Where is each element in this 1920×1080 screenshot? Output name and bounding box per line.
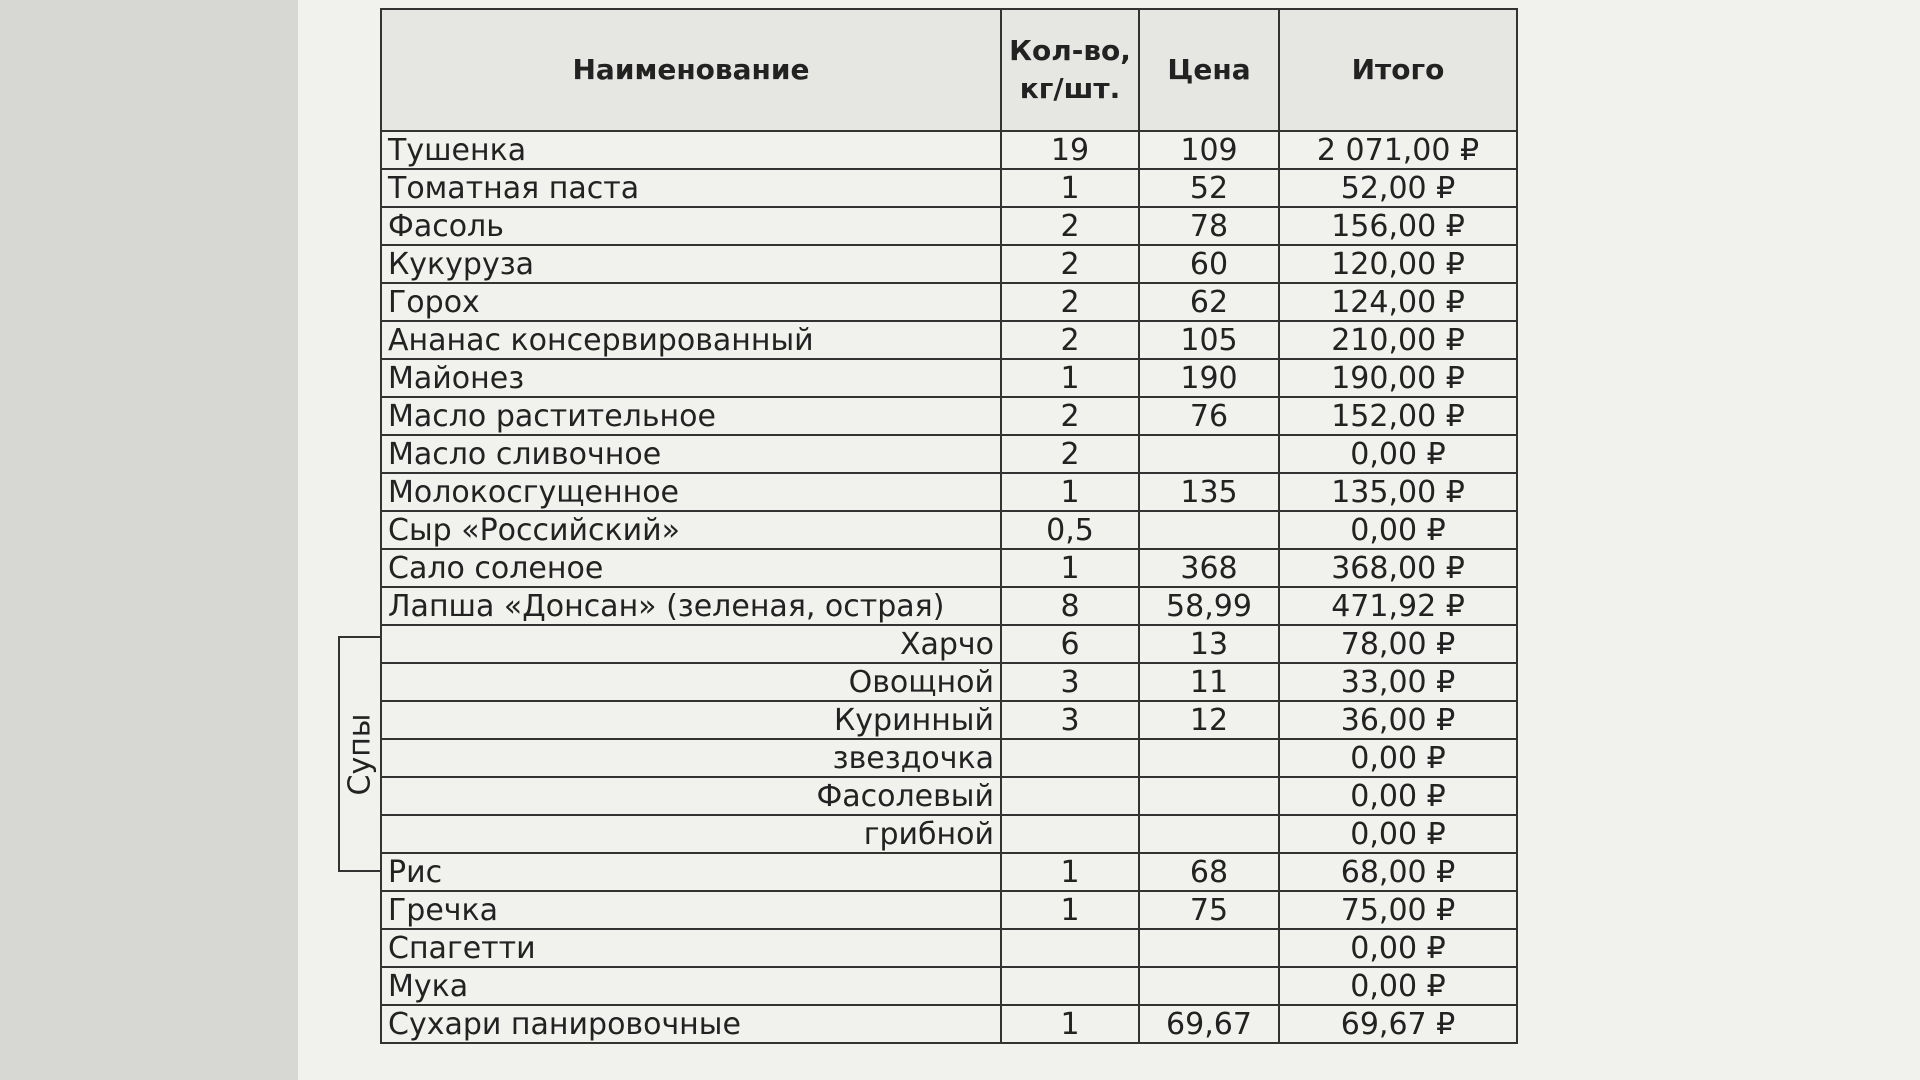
cell-price[interactable] [1139, 929, 1279, 967]
cell-price[interactable] [1139, 777, 1279, 815]
cell-price[interactable] [1139, 815, 1279, 853]
table-row [381, 245, 1517, 283]
table-row [381, 891, 1517, 929]
cell-name[interactable]: Фасолевый [381, 777, 1001, 815]
cell-qty[interactable]: 6 [1001, 625, 1139, 663]
cell-price[interactable]: 368 [1139, 549, 1279, 587]
cell-name[interactable]: Томатная паста [381, 169, 1001, 207]
soup-row [381, 739, 1517, 777]
cell-price[interactable] [1139, 967, 1279, 1005]
cell-price[interactable]: 68 [1139, 853, 1279, 891]
cell-qty[interactable]: 2 [1001, 283, 1139, 321]
cell-price[interactable]: 58,99 [1139, 587, 1279, 625]
cell-qty[interactable]: 2 [1001, 321, 1139, 359]
table-row [381, 435, 1517, 473]
table-row [381, 853, 1517, 891]
cell-name[interactable]: Масло сливочное [381, 435, 1001, 473]
header-total[interactable]: Итого [1279, 9, 1517, 131]
cell-price[interactable]: 75 [1139, 891, 1279, 929]
cell-name[interactable]: грибной [381, 815, 1001, 853]
table-row [381, 397, 1517, 435]
cell-price[interactable]: 109 [1139, 131, 1279, 169]
table-row [381, 283, 1517, 321]
soup-group-bracket [338, 636, 380, 872]
cell-qty[interactable]: 3 [1001, 663, 1139, 701]
cell-total[interactable]: 0,00 ₽ [1279, 815, 1517, 853]
cell-qty[interactable]: 8 [1001, 587, 1139, 625]
cell-name[interactable]: Сухари панировочные [381, 1005, 1001, 1043]
cell-price[interactable]: 52 [1139, 169, 1279, 207]
cell-total[interactable]: 33,00 ₽ [1279, 663, 1517, 701]
cell-qty[interactable]: 0,5 [1001, 511, 1139, 549]
cell-total[interactable]: 0,00 ₽ [1279, 777, 1517, 815]
cell-total[interactable]: 0,00 ₽ [1279, 739, 1517, 777]
grocery-table [380, 8, 1518, 1044]
cell-qty[interactable] [1001, 929, 1139, 967]
cell-qty[interactable]: 1 [1001, 891, 1139, 929]
cell-price[interactable]: 12 [1139, 701, 1279, 739]
cell-total[interactable]: 68,00 ₽ [1279, 853, 1517, 891]
table-row [381, 131, 1517, 169]
cell-name[interactable]: Молокосгущенное [381, 473, 1001, 511]
table-row [381, 473, 1517, 511]
cell-price[interactable]: 105 [1139, 321, 1279, 359]
cell-name[interactable]: Рис [381, 853, 1001, 891]
soup-row [381, 663, 1517, 701]
cell-qty[interactable] [1001, 967, 1139, 1005]
table-row [381, 549, 1517, 587]
cell-name[interactable]: Тушенка [381, 131, 1001, 169]
cell-name[interactable]: Спагетти [381, 929, 1001, 967]
cell-qty[interactable]: 1 [1001, 549, 1139, 587]
cell-qty[interactable]: 3 [1001, 701, 1139, 739]
cell-total[interactable]: 52,00 ₽ [1279, 169, 1517, 207]
cell-qty[interactable]: 2 [1001, 245, 1139, 283]
cell-total[interactable]: 156,00 ₽ [1279, 207, 1517, 245]
table-row [381, 511, 1517, 549]
cell-total[interactable]: 210,00 ₽ [1279, 321, 1517, 359]
cell-price[interactable] [1139, 435, 1279, 473]
cell-total[interactable]: 36,00 ₽ [1279, 701, 1517, 739]
cell-qty[interactable]: 2 [1001, 397, 1139, 435]
cell-name[interactable]: Фасоль [381, 207, 1001, 245]
table-row [381, 207, 1517, 245]
soup-row [381, 701, 1517, 739]
cell-price[interactable]: 62 [1139, 283, 1279, 321]
cell-total[interactable]: 0,00 ₽ [1279, 435, 1517, 473]
cell-total[interactable]: 152,00 ₽ [1279, 397, 1517, 435]
cell-qty[interactable]: 2 [1001, 435, 1139, 473]
cell-total[interactable]: 2 071,00 ₽ [1279, 131, 1517, 169]
cell-name[interactable]: Ананас консервированный [381, 321, 1001, 359]
header-row [381, 9, 1517, 131]
cell-name[interactable]: Сало соленое [381, 549, 1001, 587]
cell-name[interactable]: Горох [381, 283, 1001, 321]
cell-qty[interactable]: 2 [1001, 207, 1139, 245]
cell-price[interactable]: 76 [1139, 397, 1279, 435]
cell-name[interactable]: Харчо [381, 625, 1001, 663]
cell-name[interactable]: Овощной [381, 663, 1001, 701]
cell-total[interactable]: 471,92 ₽ [1279, 587, 1517, 625]
cell-total[interactable]: 120,00 ₽ [1279, 245, 1517, 283]
table-row [381, 169, 1517, 207]
header-name[interactable]: Наименование [381, 9, 1001, 131]
cell-qty[interactable] [1001, 739, 1139, 777]
soup-row [381, 815, 1517, 853]
cell-price[interactable] [1139, 739, 1279, 777]
table-row [381, 359, 1517, 397]
cell-qty[interactable]: 1 [1001, 169, 1139, 207]
cell-total[interactable]: 75,00 ₽ [1279, 891, 1517, 929]
cell-name[interactable]: Мука [381, 967, 1001, 1005]
cell-total[interactable]: 0,00 ₽ [1279, 967, 1517, 1005]
cell-name[interactable]: Куринный [381, 701, 1001, 739]
cell-qty[interactable] [1001, 777, 1139, 815]
cell-name[interactable]: звездочка [381, 739, 1001, 777]
table-row [381, 587, 1517, 625]
table-row [381, 967, 1517, 1005]
cell-name[interactable]: Майонез [381, 359, 1001, 397]
soup-group-label: Супы [342, 712, 378, 796]
cell-total[interactable]: 69,67 ₽ [1279, 1005, 1517, 1043]
cell-name[interactable]: Гречка [381, 891, 1001, 929]
cell-price[interactable]: 69,67 [1139, 1005, 1279, 1043]
cell-qty[interactable]: 1 [1001, 359, 1139, 397]
cell-qty[interactable]: 19 [1001, 131, 1139, 169]
cell-qty[interactable]: 1 [1001, 1005, 1139, 1043]
cell-name[interactable]: Масло растительное [381, 397, 1001, 435]
soup-row [381, 625, 1517, 663]
soup-row [381, 777, 1517, 815]
cell-price[interactable] [1139, 511, 1279, 549]
cell-total[interactable]: 135,00 ₽ [1279, 473, 1517, 511]
cell-total[interactable]: 124,00 ₽ [1279, 283, 1517, 321]
table-row [381, 321, 1517, 359]
cell-name[interactable]: Лапша «Донсан» (зеленая, острая) [381, 587, 1001, 625]
header-qty[interactable]: Кол-во, кг/шт. [1001, 9, 1139, 131]
header-price[interactable]: Цена [1139, 9, 1279, 131]
cell-total[interactable]: 0,00 ₽ [1279, 511, 1517, 549]
cell-price[interactable]: 78 [1139, 207, 1279, 245]
table-row [381, 1005, 1517, 1043]
cell-total[interactable]: 190,00 ₽ [1279, 359, 1517, 397]
cell-name[interactable]: Кукуруза [381, 245, 1001, 283]
cell-price[interactable]: 190 [1139, 359, 1279, 397]
cell-total[interactable]: 78,00 ₽ [1279, 625, 1517, 663]
cell-name[interactable]: Сыр «Российский» [381, 511, 1001, 549]
cell-price[interactable]: 135 [1139, 473, 1279, 511]
cell-price[interactable]: 60 [1139, 245, 1279, 283]
cell-price[interactable]: 13 [1139, 625, 1279, 663]
table-row [381, 929, 1517, 967]
cell-qty[interactable]: 1 [1001, 853, 1139, 891]
cell-total[interactable]: 368,00 ₽ [1279, 549, 1517, 587]
cell-price[interactable]: 11 [1139, 663, 1279, 701]
cell-total[interactable]: 0,00 ₽ [1279, 929, 1517, 967]
cell-qty[interactable] [1001, 815, 1139, 853]
cell-qty[interactable]: 1 [1001, 473, 1139, 511]
